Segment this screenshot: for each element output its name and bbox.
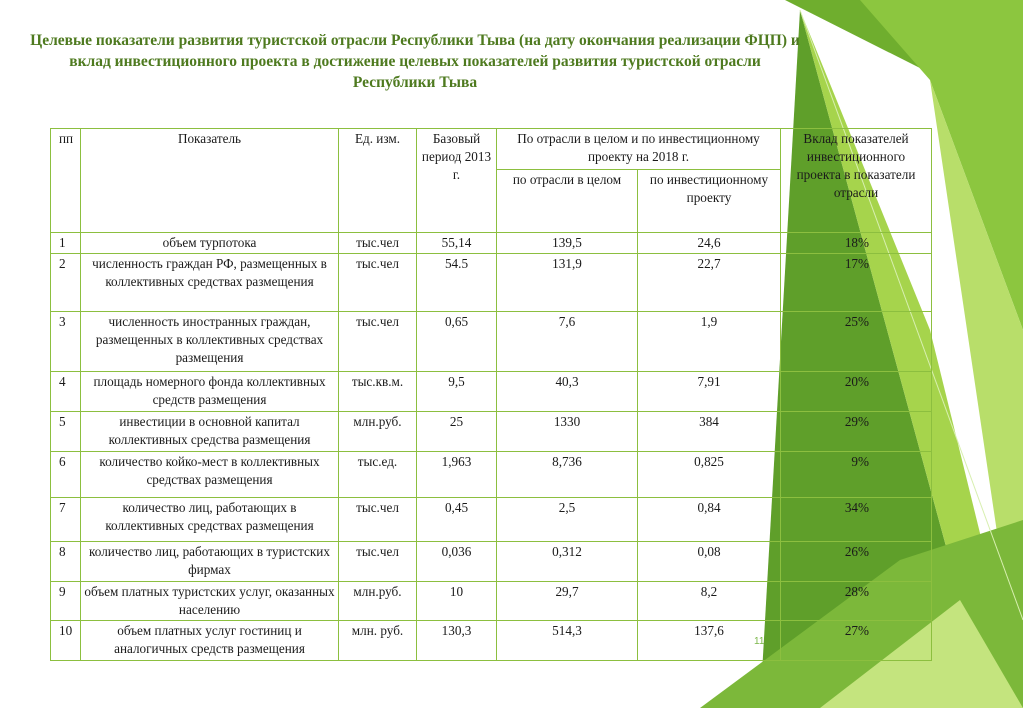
row-project-value: 7,91 bbox=[638, 372, 781, 412]
row-base-value: 10 bbox=[417, 582, 497, 621]
row-indicator: количество койко-мест в коллективных средствах размещения bbox=[81, 452, 339, 498]
table-row bbox=[51, 233, 932, 254]
row-unit: тыс.ед. bbox=[339, 452, 417, 498]
page-number: 11 bbox=[754, 636, 765, 647]
table-row bbox=[51, 312, 932, 372]
table-row bbox=[51, 582, 932, 621]
row-contribution-share: 18% bbox=[781, 233, 932, 254]
row-base-value: 25 bbox=[417, 412, 497, 452]
row-contribution-share: 28% bbox=[781, 582, 932, 621]
row-contribution-share: 9% bbox=[781, 452, 932, 498]
row-industry-value: 7,6 bbox=[497, 312, 638, 372]
row-unit: тыс.чел bbox=[339, 542, 417, 582]
row-number: 10 bbox=[51, 621, 81, 661]
row-contribution-share: 25% bbox=[781, 312, 932, 372]
slide-title: Целевые показатели развития туристской отрасли Республики Тыва (на дату окончания реализации ФЦП) и вклад инвестиционного проекта в достижение целевых показателей развития туристской отрасли Республики Тыва bbox=[30, 32, 800, 91]
row-project-value: 8,2 bbox=[638, 582, 781, 621]
row-project-value: 22,7 bbox=[638, 254, 781, 312]
row-project-value: 24,6 bbox=[638, 233, 781, 254]
row-base-value: 0,65 bbox=[417, 312, 497, 372]
row-indicator: площадь номерного фонда коллективных средств размещения bbox=[81, 372, 339, 412]
row-contribution-share: 27% bbox=[781, 621, 932, 661]
table-row bbox=[51, 254, 932, 312]
row-unit: млн. руб. bbox=[339, 621, 417, 661]
row-indicator: объем платных услуг гостиниц и аналогичных средств размещения bbox=[81, 621, 339, 661]
row-indicator: объем платных туристских услуг, оказанных населению bbox=[81, 582, 339, 621]
row-project-value: 0,825 bbox=[638, 452, 781, 498]
row-project-value: 384 bbox=[638, 412, 781, 452]
header-num: пп bbox=[51, 129, 81, 233]
row-unit: млн.руб. bbox=[339, 412, 417, 452]
header-unit: Ед. изм. bbox=[339, 129, 417, 233]
row-contribution-share: 34% bbox=[781, 498, 932, 542]
row-indicator: инвестиции в основной капитал коллективных средства размещения bbox=[81, 412, 339, 452]
table-body bbox=[51, 233, 932, 661]
row-project-value: 0,84 bbox=[638, 498, 781, 542]
row-indicator: количество лиц, работающих в туристских фирмах bbox=[81, 542, 339, 582]
row-base-value: 0,45 bbox=[417, 498, 497, 542]
row-contribution-share: 29% bbox=[781, 412, 932, 452]
row-base-value: 1,963 bbox=[417, 452, 497, 498]
row-unit: тыс.чел bbox=[339, 498, 417, 542]
row-indicator: численность граждан РФ, размещенных в коллективных средствах размещения bbox=[81, 254, 339, 312]
table-row bbox=[51, 542, 932, 582]
row-contribution-share: 17% bbox=[781, 254, 932, 312]
row-unit: тыс.кв.м. bbox=[339, 372, 417, 412]
row-number: 7 bbox=[51, 498, 81, 542]
row-contribution-share: 20% bbox=[781, 372, 932, 412]
row-number: 3 bbox=[51, 312, 81, 372]
table-row bbox=[51, 412, 932, 452]
row-indicator: объем турпотока bbox=[81, 233, 339, 254]
row-number: 6 bbox=[51, 452, 81, 498]
row-project-value: 0,08 bbox=[638, 542, 781, 582]
row-base-value: 0,036 bbox=[417, 542, 497, 582]
row-industry-value: 8,736 bbox=[497, 452, 638, 498]
row-industry-value: 0,312 bbox=[497, 542, 638, 582]
indicators-table bbox=[50, 128, 932, 661]
header-group: По отрасли в целом и по инвестиционному проекту на 2018 г. bbox=[497, 129, 781, 170]
table-row bbox=[51, 621, 932, 661]
row-unit: тыс.чел bbox=[339, 233, 417, 254]
row-industry-value: 139,5 bbox=[497, 233, 638, 254]
row-number: 4 bbox=[51, 372, 81, 412]
row-industry-value: 2,5 bbox=[497, 498, 638, 542]
row-number: 2 bbox=[51, 254, 81, 312]
row-industry-value: 1330 bbox=[497, 412, 638, 452]
row-contribution-share: 26% bbox=[781, 542, 932, 582]
row-number: 5 bbox=[51, 412, 81, 452]
header-industry: по отрасли в целом bbox=[497, 170, 638, 233]
row-base-value: 130,3 bbox=[417, 621, 497, 661]
row-unit: тыс.чел bbox=[339, 312, 417, 372]
row-industry-value: 131,9 bbox=[497, 254, 638, 312]
row-indicator: количество лиц, работающих в коллективных средствах размещения bbox=[81, 498, 339, 542]
table-row bbox=[51, 372, 932, 412]
row-industry-value: 40,3 bbox=[497, 372, 638, 412]
table-row bbox=[51, 498, 932, 542]
row-project-value: 137,6 bbox=[638, 621, 781, 661]
table-row bbox=[51, 452, 932, 498]
row-number: 8 bbox=[51, 542, 81, 582]
row-base-value: 54.5 bbox=[417, 254, 497, 312]
header-base-period: Базовый период 2013 г. bbox=[417, 129, 497, 233]
row-indicator: численность иностранных граждан, размещенных в коллективных средствах размещения bbox=[81, 312, 339, 372]
header-project: по инвестиционному проекту bbox=[638, 170, 781, 233]
row-unit: млн.руб. bbox=[339, 582, 417, 621]
row-number: 1 bbox=[51, 233, 81, 254]
row-base-value: 55,14 bbox=[417, 233, 497, 254]
header-indicator: Показатель bbox=[81, 129, 339, 233]
row-number: 9 bbox=[51, 582, 81, 621]
row-unit: тыс.чел bbox=[339, 254, 417, 312]
table-header-row bbox=[51, 129, 932, 170]
row-industry-value: 29,7 bbox=[497, 582, 638, 621]
row-project-value: 1,9 bbox=[638, 312, 781, 372]
header-contribution: Вклад показателей инвестиционного проекта в показатели отрасли bbox=[781, 129, 932, 233]
row-industry-value: 514,3 bbox=[497, 621, 638, 661]
row-base-value: 9,5 bbox=[417, 372, 497, 412]
